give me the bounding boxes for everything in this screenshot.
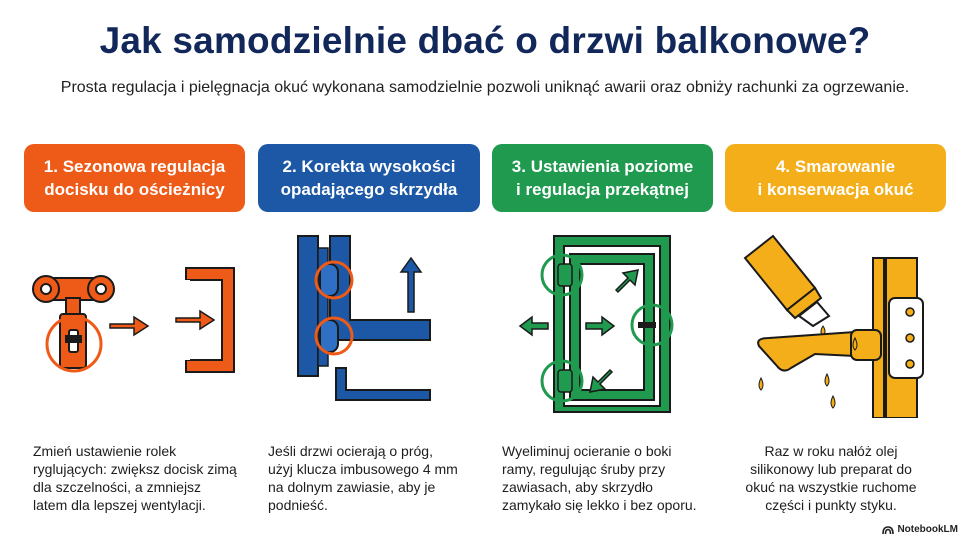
card-heading-seasonal-adjustment <box>24 144 245 212</box>
card-description-lubrication: Raz w roku nałóż olej silikonowy lub preparat do okuć na wszystkie ruchome części i punkty styku. <box>745 443 917 513</box>
card-heading-height-correction <box>258 144 480 212</box>
notebooklm-icon <box>882 525 894 535</box>
card-heading-text: 1. Sezonowa regulacja docisku do ościeżnicy <box>43 157 226 199</box>
page-subtitle: Prosta regulacja i pielęgnacja okuć wykonana samodzielnie pozwoli uniknąć awarii oraz obniży rachunki za ogrzewanie. <box>60 79 910 96</box>
card-heading-horizontal-settings <box>492 144 713 212</box>
brand-logo <box>882 524 958 535</box>
card-heading-text: 3. Ustawienia poziome i regulacja przekątnej <box>511 157 694 199</box>
card-heading-text: 2. Korekta wysokości opadającego skrzydła <box>280 157 458 199</box>
card-heading-text: 4. Smarowanie i konserwacja okuć <box>757 157 914 199</box>
card-description-seasonal: Zmień ustawienie rolek ryglujących: zwiększ docisk zimą dla szczelności, a zmniejsz latem dla lepszej wentylacji. <box>33 443 237 513</box>
hinge-height-illustration <box>258 228 480 418</box>
locking-roller-illustration <box>24 228 245 418</box>
door-frame-illustration <box>492 228 713 418</box>
card-description-height: Jeśli drzwi ocierają o próg, użyj klucza imbusowego 4 mm na dolnym zawiasie, aby je podnieść. <box>268 443 458 513</box>
brand-name: NotebookLM <box>897 524 958 535</box>
card-description-horizontal: Wyeliminuj ocieranie o boki ramy, regulując śruby przy zawiasach, aby skrzydło zamykało się lekko i bez oporu. <box>502 443 697 513</box>
card-heading-lubrication <box>725 144 946 212</box>
page-title: Jak samodzielnie dbać o drzwi balkonowe? <box>99 20 871 61</box>
lubrication-illustration <box>725 228 946 418</box>
